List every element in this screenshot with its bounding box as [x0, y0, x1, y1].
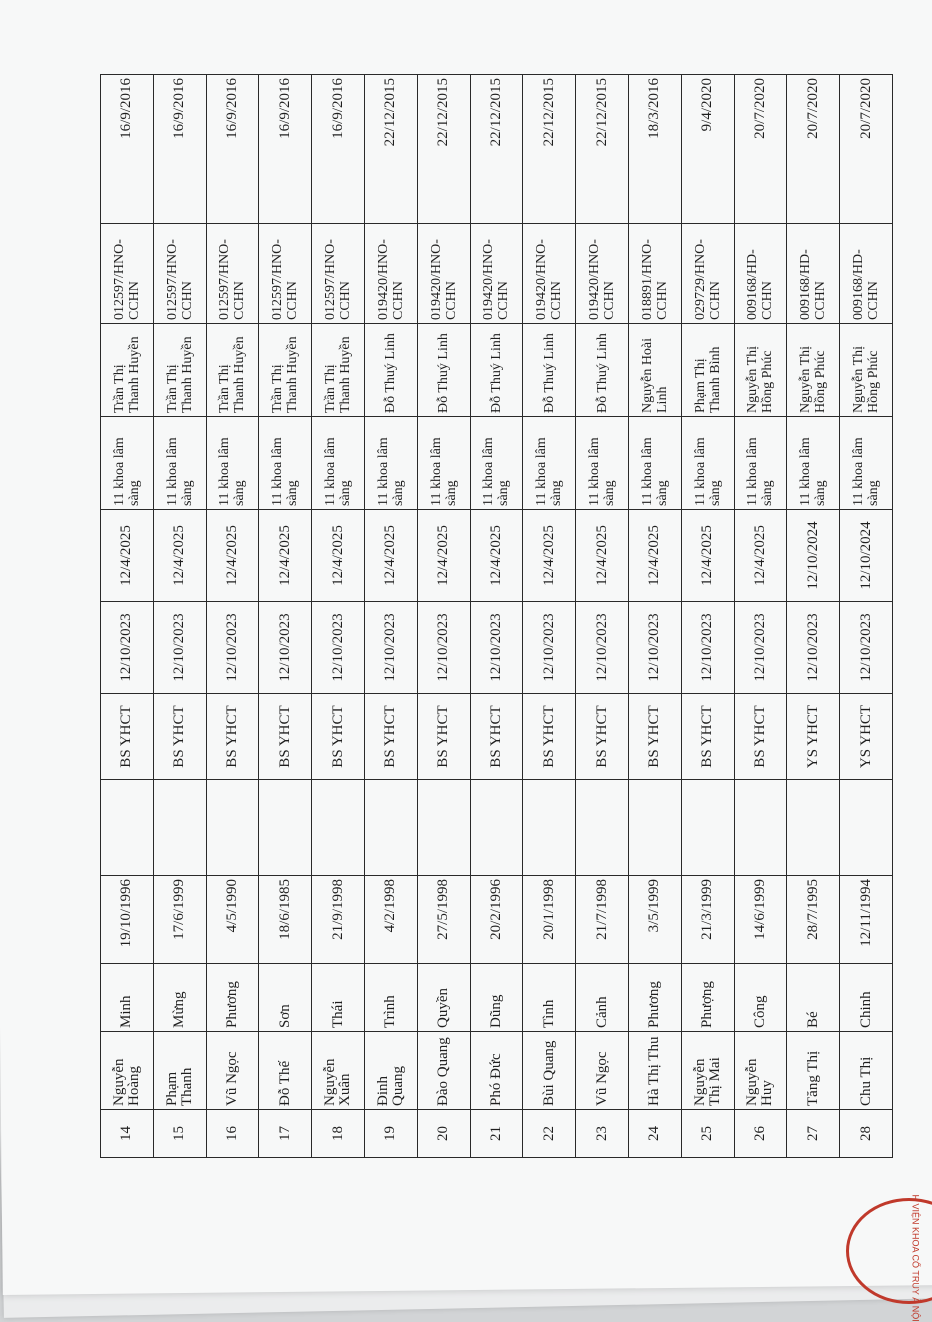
- supervisor-cell: Trần Thị Thanh Huyền: [206, 324, 259, 417]
- degree-cell: YS YHCT: [787, 694, 840, 780]
- certificate-number-cell: 019420/HNO-CCHN: [417, 224, 470, 324]
- supervisor-cell: Trần Thị Thanh Huyền: [312, 324, 365, 417]
- stt-cell: 25: [681, 1110, 734, 1158]
- end-date-cell: 12/4/2025: [153, 510, 206, 602]
- blank-cell: [417, 780, 470, 876]
- department-cell: 11 khoa lâm sàng: [312, 417, 365, 510]
- birth-date-cell: 17/6/1999: [153, 876, 206, 964]
- table-row: [364, 75, 417, 1158]
- certificate-number-cell: 019420/HNO-CCHN: [470, 224, 523, 324]
- certificate-number-cell: 009168/HD-CCHN: [734, 224, 787, 324]
- birth-date-cell: 14/6/1999: [734, 876, 787, 964]
- certificate-date-cell: 22/12/2015: [523, 75, 576, 224]
- given-name-cell: Mừng: [153, 964, 206, 1032]
- blank-cell: [681, 780, 734, 876]
- department-cell: 11 khoa lâm sàng: [153, 417, 206, 510]
- certificate-date-cell: 20/7/2020: [787, 75, 840, 224]
- blank-cell: [101, 780, 154, 876]
- blank-cell: [153, 780, 206, 876]
- end-date-cell: 12/10/2024: [840, 510, 893, 602]
- table-row: [259, 75, 312, 1158]
- given-name-cell: Cảnh: [576, 964, 629, 1032]
- supervisor-cell: Đỗ Thuý Linh: [470, 324, 523, 417]
- stt-cell: 14: [101, 1110, 154, 1158]
- department-cell: 11 khoa lâm sàng: [206, 417, 259, 510]
- birth-date-cell: 20/1/1998: [523, 876, 576, 964]
- surname-cell: Đỗ Thế: [259, 1032, 312, 1110]
- birth-date-cell: 4/5/1990: [206, 876, 259, 964]
- supervisor-cell: Phạm Thị Thanh Bình: [681, 324, 734, 417]
- blank-cell: [206, 780, 259, 876]
- table-row: [787, 75, 840, 1158]
- given-name-cell: Công: [734, 964, 787, 1032]
- start-date-cell: 12/10/2023: [364, 602, 417, 694]
- certificate-number-cell: 012597/HNO-CCHN: [153, 224, 206, 324]
- degree-cell: BS YHCT: [206, 694, 259, 780]
- certificate-date-cell: 16/9/2016: [153, 75, 206, 224]
- training-table: [100, 74, 893, 1158]
- birth-date-cell: 19/10/1996: [101, 876, 154, 964]
- degree-cell: BS YHCT: [259, 694, 312, 780]
- department-cell: 11 khoa lâm sàng: [470, 417, 523, 510]
- surname-cell: Nguyễn Xuân: [312, 1032, 365, 1110]
- birth-date-cell: 27/5/1998: [417, 876, 470, 964]
- start-date-cell: 12/10/2023: [576, 602, 629, 694]
- end-date-cell: 12/4/2025: [523, 510, 576, 602]
- certificate-date-cell: 16/9/2016: [259, 75, 312, 224]
- table-row: [523, 75, 576, 1158]
- end-date-cell: 12/4/2025: [470, 510, 523, 602]
- department-cell: 11 khoa lâm sàng: [576, 417, 629, 510]
- certificate-number-cell: 018891/HNO-CCHN: [628, 224, 681, 324]
- birth-date-cell: 21/3/1999: [681, 876, 734, 964]
- given-name-cell: Chinh: [840, 964, 893, 1032]
- given-name-cell: Bé: [787, 964, 840, 1032]
- certificate-number-cell: 019420/HNO-CCHN: [523, 224, 576, 324]
- given-name-cell: Trình: [364, 964, 417, 1032]
- degree-cell: BS YHCT: [364, 694, 417, 780]
- certificate-date-cell: 16/9/2016: [101, 75, 154, 224]
- end-date-cell: 12/4/2025: [101, 510, 154, 602]
- birth-date-cell: 3/5/1999: [628, 876, 681, 964]
- surname-cell: Chu Thị: [840, 1032, 893, 1110]
- stt-cell: 27: [787, 1110, 840, 1158]
- degree-cell: BS YHCT: [576, 694, 629, 780]
- stt-cell: 15: [153, 1110, 206, 1158]
- stt-cell: 28: [840, 1110, 893, 1158]
- degree-cell: BS YHCT: [417, 694, 470, 780]
- surname-cell: Đinh Quang: [364, 1032, 417, 1110]
- certificate-date-cell: 22/12/2015: [470, 75, 523, 224]
- start-date-cell: 12/10/2023: [734, 602, 787, 694]
- stt-cell: 19: [364, 1110, 417, 1158]
- department-cell: 11 khoa lâm sàng: [734, 417, 787, 510]
- supervisor-cell: Nguyễn Thị Hồng Phúc: [734, 324, 787, 417]
- department-cell: 11 khoa lâm sàng: [787, 417, 840, 510]
- surname-cell: Nguyễn Thị Mai: [681, 1032, 734, 1110]
- blank-cell: [628, 780, 681, 876]
- table-row: [840, 75, 893, 1158]
- training-table-rotated: [100, 75, 893, 1158]
- stt-cell: 21: [470, 1110, 523, 1158]
- start-date-cell: 12/10/2023: [312, 602, 365, 694]
- table-row: [312, 75, 365, 1158]
- blank-cell: [523, 780, 576, 876]
- birth-date-cell: 21/7/1998: [576, 876, 629, 964]
- department-cell: 11 khoa lâm sàng: [681, 417, 734, 510]
- certificate-date-cell: 22/12/2015: [364, 75, 417, 224]
- degree-cell: BS YHCT: [681, 694, 734, 780]
- end-date-cell: 12/10/2024: [787, 510, 840, 602]
- certificate-date-cell: 9/4/2020: [681, 75, 734, 224]
- degree-cell: BS YHCT: [153, 694, 206, 780]
- degree-cell: BS YHCT: [101, 694, 154, 780]
- table-row: [576, 75, 629, 1158]
- blank-cell: [576, 780, 629, 876]
- end-date-cell: 12/4/2025: [364, 510, 417, 602]
- supervisor-cell: Đỗ Thuý Linh: [523, 324, 576, 417]
- table-row: [206, 75, 259, 1158]
- start-date-cell: 12/10/2023: [259, 602, 312, 694]
- stt-cell: 18: [312, 1110, 365, 1158]
- stt-cell: 17: [259, 1110, 312, 1158]
- birth-date-cell: 18/6/1985: [259, 876, 312, 964]
- given-name-cell: Quyền: [417, 964, 470, 1032]
- supervisor-cell: Đỗ Thuý Linh: [364, 324, 417, 417]
- start-date-cell: 12/10/2023: [681, 602, 734, 694]
- certificate-date-cell: 22/12/2015: [576, 75, 629, 224]
- supervisor-cell: Đỗ Thuý Linh: [576, 324, 629, 417]
- department-cell: 11 khoa lâm sàng: [259, 417, 312, 510]
- department-cell: 11 khoa lâm sàng: [101, 417, 154, 510]
- degree-cell: BS YHCT: [470, 694, 523, 780]
- given-name-cell: Dũng: [470, 964, 523, 1032]
- certificate-date-cell: 20/7/2020: [840, 75, 893, 224]
- surname-cell: Hà Thị Thu: [628, 1032, 681, 1110]
- department-cell: 11 khoa lâm sàng: [417, 417, 470, 510]
- department-cell: 11 khoa lâm sàng: [840, 417, 893, 510]
- degree-cell: BS YHCT: [312, 694, 365, 780]
- table-row: [734, 75, 787, 1158]
- stt-cell: 16: [206, 1110, 259, 1158]
- table-row: [153, 75, 206, 1158]
- given-name-cell: Tình: [523, 964, 576, 1032]
- start-date-cell: 12/10/2023: [470, 602, 523, 694]
- given-name-cell: Phượng: [681, 964, 734, 1032]
- table-row: [628, 75, 681, 1158]
- certificate-date-cell: 18/3/2016: [628, 75, 681, 224]
- start-date-cell: 12/10/2023: [101, 602, 154, 694]
- table-row: [101, 75, 154, 1158]
- birth-date-cell: 28/7/1995: [787, 876, 840, 964]
- supervisor-cell: Trần Thị Thanh Huyền: [153, 324, 206, 417]
- surname-cell: Bùi Quang: [523, 1032, 576, 1110]
- department-cell: 11 khoa lâm sàng: [364, 417, 417, 510]
- stamp-text: [910, 1195, 921, 1233]
- given-name-cell: Thái: [312, 964, 365, 1032]
- certificate-number-cell: 012597/HNO-CCHN: [259, 224, 312, 324]
- start-date-cell: 12/10/2023: [417, 602, 470, 694]
- stt-cell: 23: [576, 1110, 629, 1158]
- certificate-date-cell: 22/12/2015: [417, 75, 470, 224]
- birth-date-cell: 20/2/1996: [470, 876, 523, 964]
- blank-cell: [364, 780, 417, 876]
- surname-cell: Vũ Ngọc: [206, 1032, 259, 1110]
- certificate-number-cell: 012597/HNO-CCHN: [312, 224, 365, 324]
- certificate-number-cell: 029729/HNO-CCHN: [681, 224, 734, 324]
- surname-cell: Vũ Ngọc: [576, 1032, 629, 1110]
- blank-cell: [787, 780, 840, 876]
- birth-date-cell: 4/2/1998: [364, 876, 417, 964]
- stt-cell: 26: [734, 1110, 787, 1158]
- end-date-cell: 12/4/2025: [417, 510, 470, 602]
- supervisor-cell: Trần Thị Thanh Huyền: [101, 324, 154, 417]
- certificate-number-cell: 012597/HNO-CCHN: [101, 224, 154, 324]
- supervisor-cell: Nguyễn Thị Hồng Phúc: [840, 324, 893, 417]
- certificate-number-cell: 009168/HD-CCHN: [840, 224, 893, 324]
- surname-cell: Tăng Thị: [787, 1032, 840, 1110]
- department-cell: 11 khoa lâm sàng: [523, 417, 576, 510]
- supervisor-cell: Nguyễn Thị Hồng Phúc: [787, 324, 840, 417]
- end-date-cell: 12/4/2025: [206, 510, 259, 602]
- blank-cell: [470, 780, 523, 876]
- end-date-cell: 12/4/2025: [734, 510, 787, 602]
- end-date-cell: 12/4/2025: [681, 510, 734, 602]
- supervisor-cell: Đỗ Thuý Linh: [417, 324, 470, 417]
- end-date-cell: 12/4/2025: [259, 510, 312, 602]
- surname-cell: Nguyễn Huy: [734, 1032, 787, 1110]
- stt-cell: 24: [628, 1110, 681, 1158]
- birth-date-cell: 21/9/1998: [312, 876, 365, 964]
- department-cell: 11 khoa lâm sàng: [628, 417, 681, 510]
- degree-cell: YS YHCT: [840, 694, 893, 780]
- surname-cell: Nguyễn Hoàng: [101, 1032, 154, 1110]
- start-date-cell: 12/10/2023: [628, 602, 681, 694]
- end-date-cell: 12/4/2025: [628, 510, 681, 602]
- table-row: [470, 75, 523, 1158]
- end-date-cell: 12/4/2025: [576, 510, 629, 602]
- start-date-cell: 12/10/2023: [523, 602, 576, 694]
- certificate-date-cell: 20/7/2020: [734, 75, 787, 224]
- blank-cell: [840, 780, 893, 876]
- birth-date-cell: 12/11/1994: [840, 876, 893, 964]
- given-name-cell: Minh: [101, 964, 154, 1032]
- start-date-cell: 12/10/2023: [153, 602, 206, 694]
- given-name-cell: Sơn: [259, 964, 312, 1032]
- start-date-cell: 12/10/2023: [787, 602, 840, 694]
- surname-cell: Phó Đức: [470, 1032, 523, 1110]
- supervisor-cell: Trần Thị Thanh Huyền: [259, 324, 312, 417]
- table-row: [417, 75, 470, 1158]
- end-date-cell: 12/4/2025: [312, 510, 365, 602]
- given-name-cell: Phương: [206, 964, 259, 1032]
- degree-cell: BS YHCT: [628, 694, 681, 780]
- given-name-cell: Phương: [628, 964, 681, 1032]
- certificate-date-cell: 16/9/2016: [206, 75, 259, 224]
- degree-cell: BS YHCT: [523, 694, 576, 780]
- certificate-number-cell: 009168/HD-CCHN: [787, 224, 840, 324]
- stt-cell: 20: [417, 1110, 470, 1158]
- start-date-cell: 12/10/2023: [206, 602, 259, 694]
- surname-cell: Phạm Thanh: [153, 1032, 206, 1110]
- certificate-number-cell: 019420/HNO-CCHN: [576, 224, 629, 324]
- blank-cell: [312, 780, 365, 876]
- table-row: [681, 75, 734, 1158]
- blank-cell: [259, 780, 312, 876]
- certificate-number-cell: 012597/HNO-CCHN: [206, 224, 259, 324]
- surname-cell: Đào Quang: [417, 1032, 470, 1110]
- supervisor-cell: Nguyễn Hoài Linh: [628, 324, 681, 417]
- blank-cell: [734, 780, 787, 876]
- start-date-cell: 12/10/2023: [840, 602, 893, 694]
- degree-cell: BS YHCT: [734, 694, 787, 780]
- certificate-date-cell: 16/9/2016: [312, 75, 365, 224]
- certificate-number-cell: 019420/HNO-CCHN: [364, 224, 417, 324]
- stt-cell: 22: [523, 1110, 576, 1158]
